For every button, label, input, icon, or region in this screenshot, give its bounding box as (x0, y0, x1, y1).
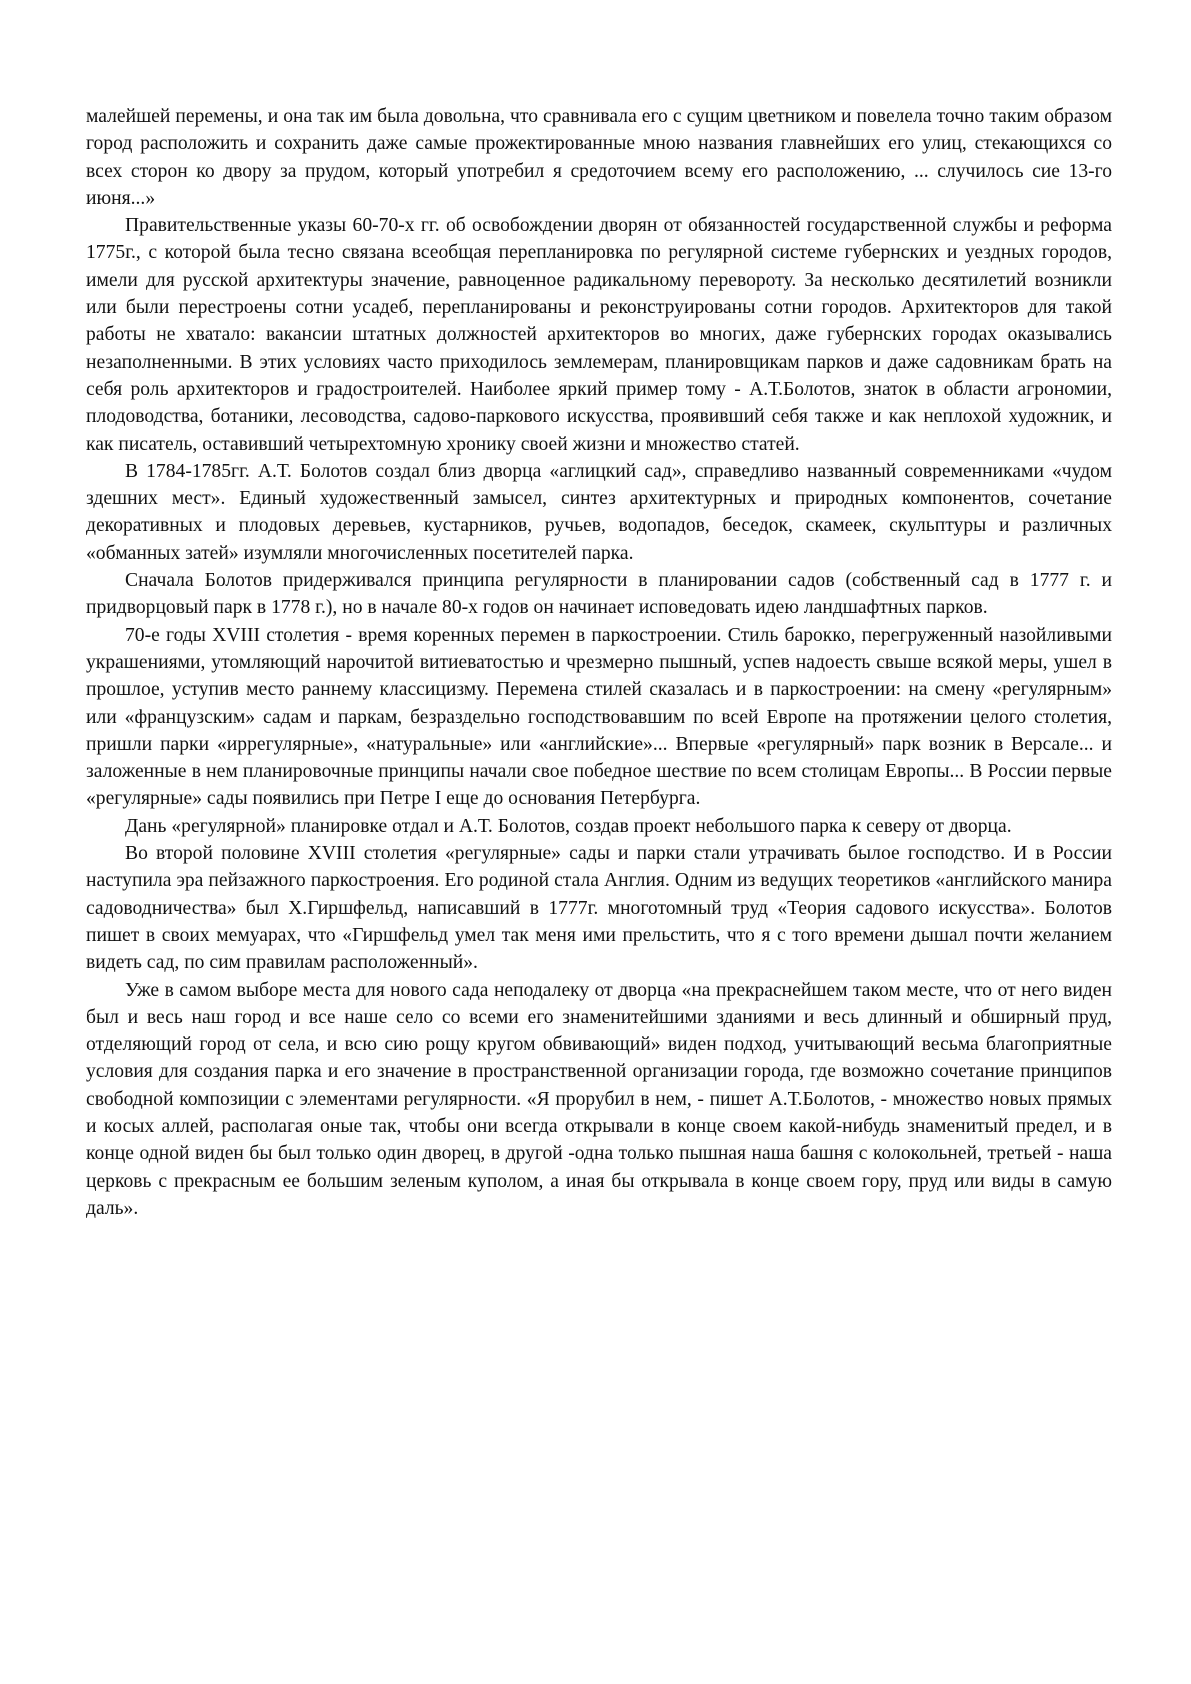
document-page (86, 103, 1112, 1222)
paragraph-6: Дань «регулярной» планировке отдал и А.Т. Болотов, создав проект небольшого парка к северу от дворца. (125, 815, 1012, 837)
paragraph-1: малейшей перемены, и она так им была довольна, что сравнивала его с сущим цветником и повелела точно таким образом город расположить и сохранить даже самые прожектированные мною названия главнейших его улиц, стекающихся со всех сторон ко двору за прудом, который употребил я средоточием всему его расположению, ... случилось сие 13-го июня...» (86, 106, 1112, 209)
paragraph-4: Сначала Болотов придерживался принципа регулярности в планировании садов (собственный сад в 1777 г. и придворцовый парк в 1778 г.), но в начале 80-х годов он начинает исповедовать идею ландшафтных парков. (86, 570, 1112, 619)
paragraph-5: 70-е годы XVIII столетия - время коренных перемен в паркостроении. Стиль барокко, перегруженный назойливыми украшениями, утомляющий нарочитой витиеватостью и чрезмерно пышный, успев надоесть свыше всякой меры, ушел в прошлое, уступив место раннему классицизму. Перемена стилей сказалась и в паркостроении: на смену «регулярным» или «французским» садам и паркам, безраздельно господствовавшим по всей Европе на протяжении целого столетия, пришли парки «иррегулярные», «натуральные» или «английские»... Впервые «регулярный» парк возник в Версале... и заложенные в нем планировочные принципы начали свое победное шествие по всем столицам Европы... В России первые «регулярные» сады появились при Петре I еще до основания Петербурга. (86, 624, 1112, 810)
paragraph-7: Во второй половине XVIII столетия «регулярные» сады и парки стали утрачивать былое господство. И в России наступила эра пейзажного паркостроения. Его родиной стала Англия. Одним из ведущих теоретиков «английского манира садоводничества» был X.Гиршфельд, написавший в 1777г. многотомный труд «Теория садового искусства». Болотов пишет в своих мемуарах, что «Гиршфельд умел так меня ими прельстить, что я с того времени дышал почти желанием видеть сад, по сим правилам расположенный». (86, 843, 1112, 974)
paragraph-2: Правительственные указы 60-70-х гг. об освобождении дворян от обязанностей государственной службы и реформа 1775г., с которой была тесно связана всеобщая перепланировка по регулярной системе губернских и уездных городов, имели для русской архитектуры значение, равноценное радикальному перевороту. За несколько десятилетий возникли или были перестроены сотни усадеб, перепланированы и реконструированы сотни городов. Архитекторов для такой работы не хватало: вакансии штатных должностей архитекторов во многих, даже губернских городах оказывались незаполненными. В этих условиях часто приходилось землемерам, планировщикам парков и даже садовникам брать на себя роль архитекторов и градостроителей. Наиболее яркий пример тому - А.Т.Болотов, знаток в области агрономии, плодоводства, ботаники, лесоводства, садово-паркового искусства, проявивший себя также и как неплохой художник, и как писатель, оставивший четырехтомную хронику своей жизни и множество статей. (86, 215, 1112, 455)
paragraph-3: В 1784-1785гг. А.Т. Болотов создал близ дворца «аглицкий сад», справедливо названный современниками «чудом здешних мест». Единый художественный замысел, синтез архитектурных и природных компонентов, сочетание декоративных и плодовых деревьев, кустарников, ручьев, водопадов, беседок, скамеек, скульптуры и различных «обманных затей» изумляли многочисленных посетителей парка. (86, 460, 1112, 564)
paragraph-8: Уже в самом выборе места для нового сада неподалеку от дворца «на прекраснейшем таком месте, что от него виден был и весь наш город и все наше село со всеми его знаменитейшими зданиями и весь длинный и обширный пруд, отделяющий город от села, и всю сию рощу кругом обвивающий» виден подход, учитывающий весьма благоприятные условия для создания парка и его значение в пространственной организации города, где возможно сочетание принципов свободной композиции с элементами регулярности. «Я прорубил в нем, - пишет А.Т.Болотов, - множество новых прямых и косых аллей, располагая оные так, чтобы они всегда открывали в конце своем какой-нибудь знаменитый предел, и в конце одной виден бы был только один дворец, в другой -одна только пышная наша башня с колокольней, третьей - наша церковь с прекрасным ее большим зеленым куполом, а иная бы открывала в конце своем гору, пруд или виды в самую даль». (86, 979, 1112, 1219)
